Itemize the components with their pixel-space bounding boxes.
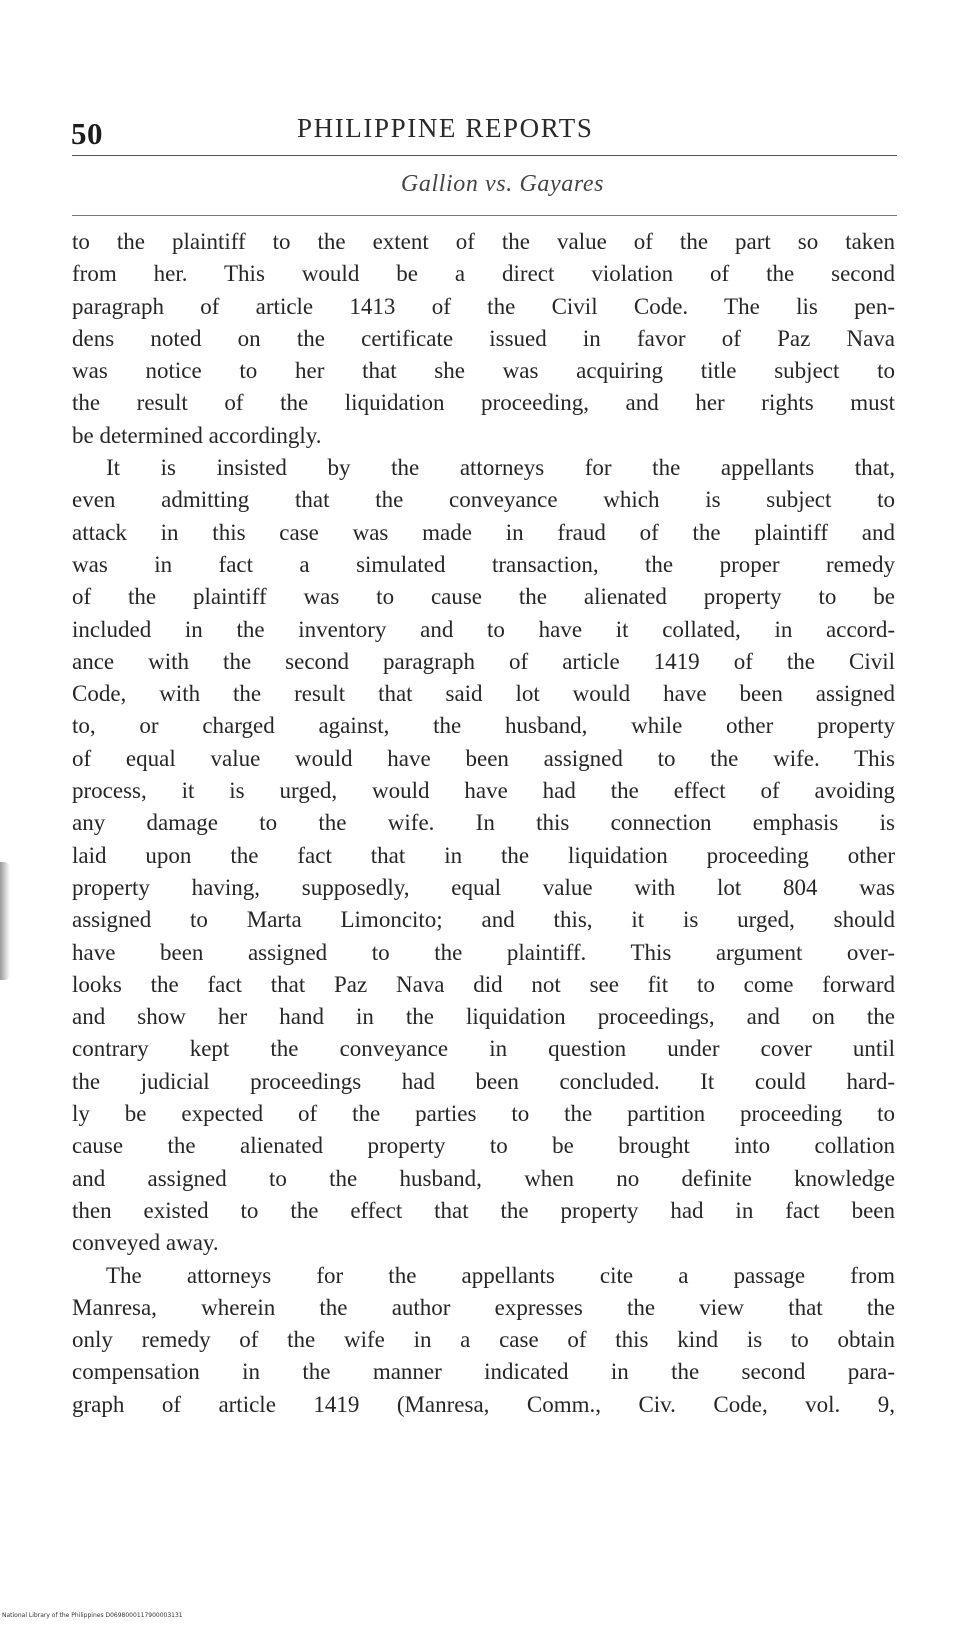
- page-number: 50: [71, 116, 103, 151]
- running-title: PHILIPPINE REPORTS: [297, 113, 594, 143]
- text-line: included in the inventory and to have it collated, in accord-: [72, 616, 895, 642]
- paragraph: [72, 1260, 895, 1421]
- text-line: the result of the liquidation proceeding, and her rights must: [72, 390, 895, 416]
- page-edge-shadow: [0, 862, 10, 980]
- text-line: contrary kept the conveyance in question under cover until: [72, 1036, 895, 1062]
- text-line: from her. This would be a direct violation of the second: [72, 261, 895, 287]
- text-line: paragraph of article 1413 of the Civil Code. The lis pen-: [72, 293, 895, 319]
- text-line: to the plaintiff to the extent of the value of the part so taken: [72, 229, 895, 254]
- text-line: then existed to the effect that the property had in fact been: [72, 1197, 895, 1223]
- text-line: and show her hand in the liquidation proceedings, and on the: [72, 1004, 895, 1030]
- text-line: have been assigned to the plaintiff. This argument over-: [72, 939, 895, 965]
- case-title-rule: [72, 215, 897, 216]
- text-line: property having, supposedly, equal value with lot 804 was: [72, 874, 895, 900]
- paragraph: [72, 226, 895, 452]
- text-line: to, or charged against, the husband, while other property: [72, 713, 895, 739]
- text-line: Manresa, wherein the author expresses the view that the: [72, 1294, 895, 1320]
- text-line: of equal value would have been assigned to the wife. This: [72, 745, 895, 771]
- text-line: ance with the second paragraph of article 1419 of the Civil: [72, 648, 895, 674]
- paragraph: [72, 452, 895, 1259]
- text-line: dens noted on the certificate issued in favor of Paz Nava: [72, 325, 895, 351]
- text-line: was in fact a simulated transaction, the proper remedy: [72, 551, 895, 577]
- text-line: looks the fact that Paz Nava did not see fit to come forward: [72, 971, 895, 997]
- text-line: The attorneys for the appellants cite a passage from: [106, 1262, 895, 1288]
- text-line: Code, with the result that said lot would have been assigned: [72, 681, 895, 707]
- text-line: assigned to Marta Limoncito; and this, it is urged, should: [72, 907, 895, 933]
- body-text: [72, 226, 895, 1421]
- text-line: It is insisted by the attorneys for the appellants that,: [106, 455, 895, 481]
- text-line: laid upon the fact that in the liquidation proceeding other: [72, 842, 895, 868]
- text-line: the judicial proceedings had been concluded. It could hard-: [72, 1068, 895, 1094]
- case-title-wrap: [0, 171, 977, 198]
- text-line: was notice to her that she was acquiring title subject to: [72, 358, 895, 384]
- text-line: cause the alienated property to be brought into collation: [72, 1133, 895, 1159]
- scan-credit: National Library of the Philippines D0698000117900003131: [2, 1612, 183, 1619]
- header-rule: [72, 155, 897, 156]
- text-line: attack in this case was made in fraud of the plaintiff and: [72, 519, 895, 545]
- case-title: Gallion vs. Gayares: [400, 171, 605, 197]
- text-line: process, it is urged, would have had the effect of avoiding: [72, 778, 895, 804]
- text-line: graph of article 1419 (Manresa, Comm., Civ. Code, vol. 9,: [72, 1391, 895, 1417]
- text-line: conveyed away.: [72, 1230, 219, 1256]
- text-line: compensation in the manner indicated in the second para-: [72, 1359, 895, 1385]
- text-line: of the plaintiff was to cause the alienated property to be: [72, 584, 895, 610]
- text-line: ly be expected of the parties to the partition proceeding to: [72, 1101, 895, 1127]
- text-line: only remedy of the wife in a case of this kind is to obtain: [72, 1327, 895, 1353]
- text-line: be determined accordingly.: [72, 422, 322, 448]
- text-line: and assigned to the husband, when no definite knowledge: [72, 1165, 895, 1191]
- text-line: even admitting that the conveyance which is subject to: [72, 487, 895, 513]
- text-line: any damage to the wife. In this connection emphasis is: [72, 810, 895, 836]
